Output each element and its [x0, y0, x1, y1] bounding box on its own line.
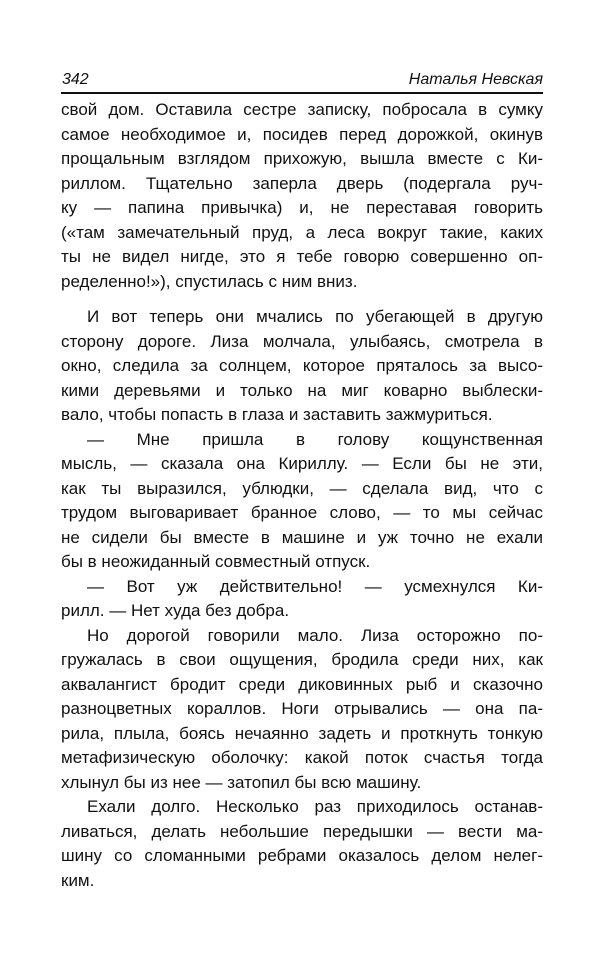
text-line: гружалась в свои ощущения, бродила среди них, как	[61, 650, 543, 669]
text-line: — Мне пришла в голову кощунственная	[87, 429, 543, 449]
running-title: Наталья Невская	[408, 71, 543, 88]
text-line: окно, следила за солнцем, которое пряталось за высо-	[61, 356, 543, 375]
text-line: рила, плыла, боясь нечаянно задеть и проткнуть тонкую	[61, 723, 543, 743]
paragraph	[61, 98, 543, 294]
text-line: И вот теперь они мчались по убегающей в другую	[87, 307, 543, 326]
text-line: Но дорогой говорили мало. Лиза осторожно по-	[87, 625, 543, 645]
text-line: разноцветных кораллов. Ноги отрывались — она па-	[61, 699, 543, 718]
paragraph	[61, 795, 543, 893]
text-line: («там замечательный пруд, а леса вокруг такие, каких	[61, 222, 543, 242]
page-body-text	[61, 98, 543, 893]
paragraph	[61, 428, 543, 575]
text-line: метафизическую оболочку: какой поток счастья тогда	[61, 748, 543, 767]
text-line: мысль, — сказала она Кириллу. — Если бы не эти,	[61, 454, 543, 473]
text-line: ливаться, делать небольшие передышки — вести ма-	[61, 821, 543, 841]
running-header	[61, 70, 543, 94]
text-line: хлынул бы из нее — затопил бы всю машину.	[61, 772, 422, 792]
text-line: вало, чтобы попасть в глаза и заставить зажмуриться.	[61, 405, 493, 424]
text-line: бы в неожиданный совместный отпуск.	[61, 552, 371, 571]
paragraph	[61, 624, 543, 796]
text-line: трудом выговаривает бранное слово, — то мы сейчас	[61, 503, 543, 522]
text-line: как ты выразился, ублюдки, — сделала вид, что с	[61, 478, 543, 498]
text-line: прощальным взглядом прихожую, вышла вместе с Ки-	[61, 149, 543, 168]
text-line: ты не видел нигде, это я тебе говорю совершенно оп-	[61, 247, 543, 266]
text-line: не сидели бы вместе в машине и уж точно не ехали	[61, 527, 543, 547]
text-line: аквалангист бродит среди диковинных рыб и сказочно	[61, 674, 543, 694]
text-line: риллом. Тщательно заперла дверь (подергала руч-	[61, 173, 543, 193]
text-line: сторону дороге. Лиза молчала, улыбаясь, смотрела в	[61, 331, 543, 351]
page-number: 342	[62, 71, 89, 88]
text-line: самое необходимое и, посидев перед дорожкой, окинув	[61, 124, 543, 144]
text-line: Ехали долго. Несколько раз приходилось останав-	[87, 797, 543, 816]
text-line: шину со сломанными ребрами оказалось делом нелег-	[61, 846, 543, 865]
text-line: ким.	[61, 870, 95, 890]
text-line: свой дом. Оставила сестре записку, побросала в сумку	[61, 100, 543, 119]
paragraph	[61, 575, 543, 624]
text-line: ределенно!»), спустилась с ним вниз.	[61, 271, 358, 291]
paragraph	[61, 305, 543, 428]
text-line: ку — папина привычка) и, не переставая говорить	[61, 198, 543, 217]
text-line: кими деревьями и только на миг коварно выблески-	[61, 380, 543, 400]
text-line: — Вот уж действительно! — усмехнулся Ки-	[87, 576, 543, 596]
text-line: рилл. — Нет худа без добра.	[61, 601, 290, 620]
